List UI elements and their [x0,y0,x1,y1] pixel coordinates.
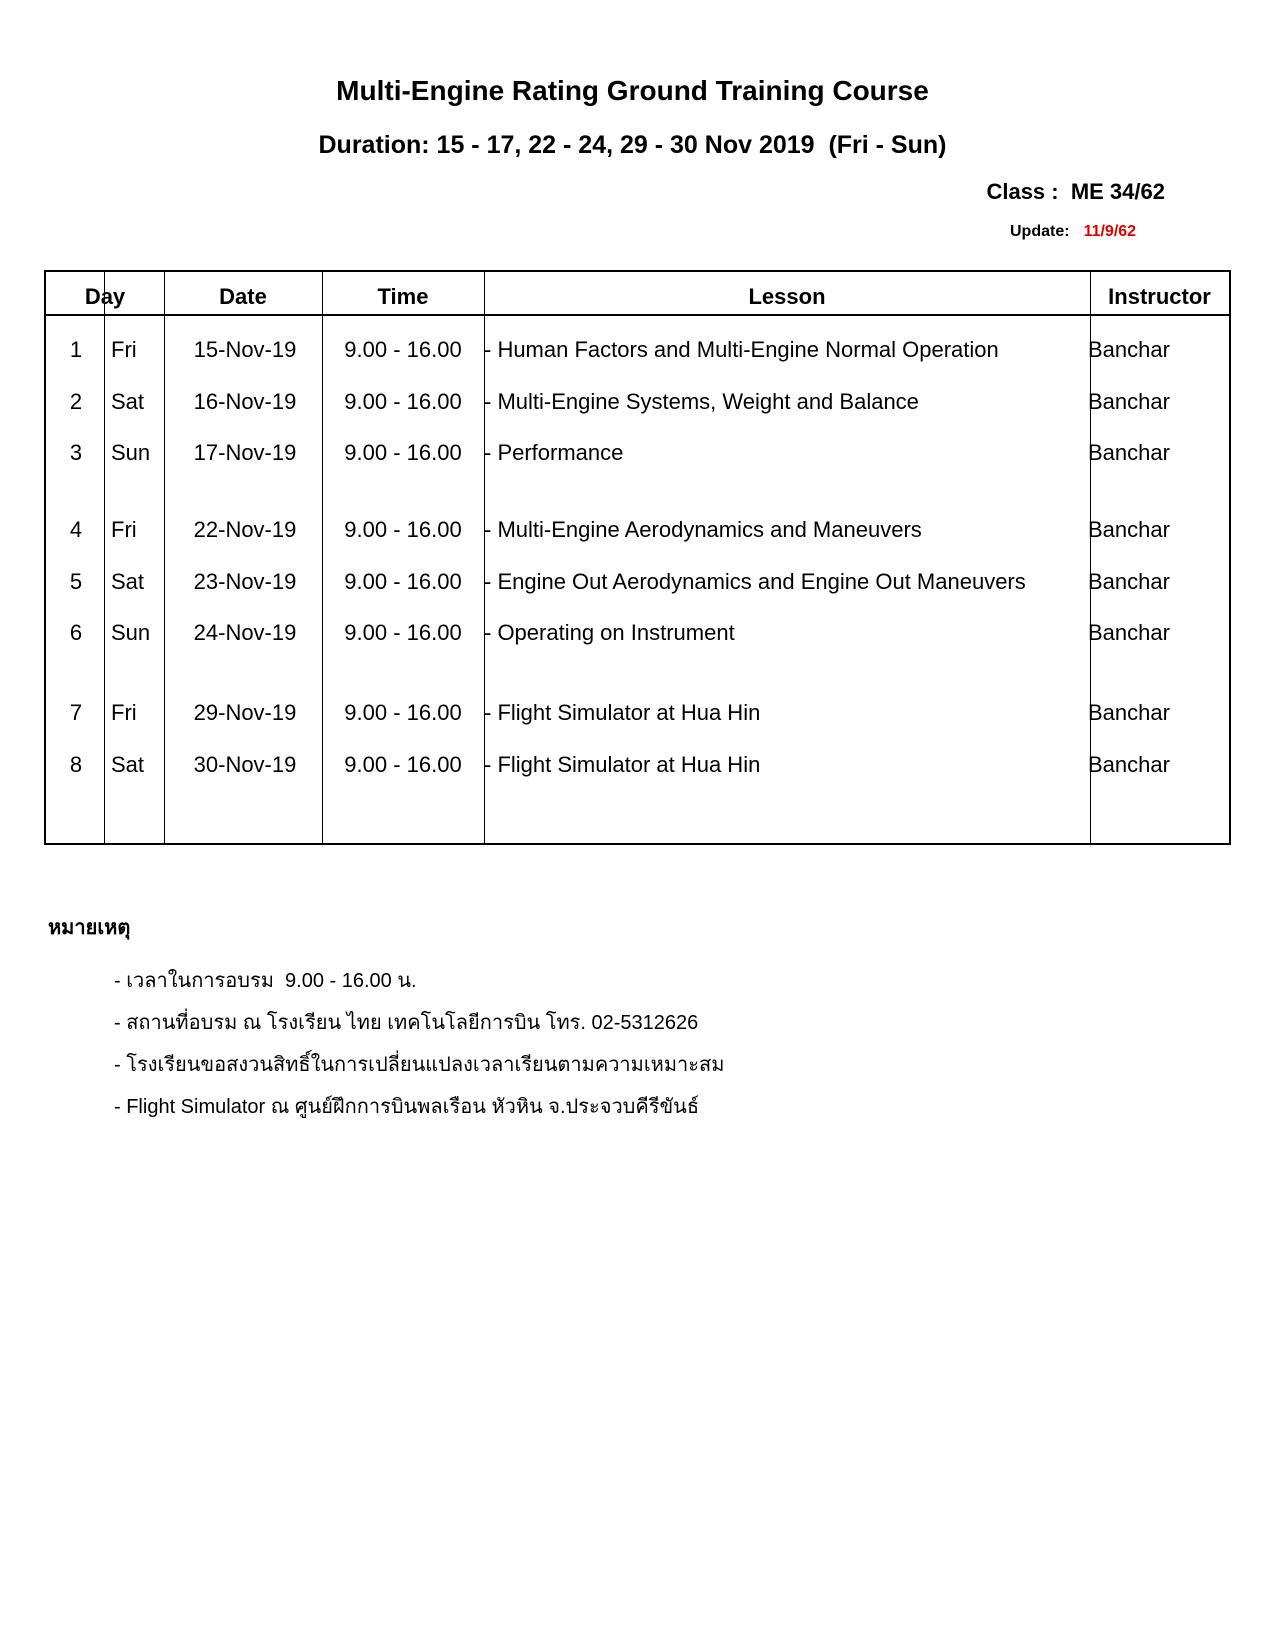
row-time: 9.00 - 16.00 [344,389,462,414]
header-instructor: Instructor [1108,284,1211,309]
row-lesson: - Multi-Engine Aerodynamics and Maneuvers [484,517,922,542]
update-line [1010,222,1136,242]
row-weekday: Sat [111,569,145,594]
row-day-number: 3 [69,440,83,465]
row-lesson: - Human Factors and Multi-Engine Normal Operation [484,337,999,362]
header-divider [46,314,1229,316]
row-date: 15-Nov-19 [193,337,297,362]
row-instructor: Banchar [1088,700,1170,725]
row-time: 9.00 - 16.00 [344,440,462,465]
column-divider [104,272,105,843]
row-lesson: - Multi-Engine Systems, Weight and Balance [484,389,919,414]
row-lesson: - Flight Simulator at Hua Hin [484,752,761,777]
document-title: Multi-Engine Rating Ground Training Course [336,75,929,106]
row-date: 16-Nov-19 [193,389,297,414]
note-item: - สถานที่อบรม ณ โรงเรียน ไทย เทคโนโลยีการบิน โทร. 02-5312626 [114,1012,699,1034]
row-day-number: 7 [69,700,83,725]
header-time: Time [377,284,429,309]
header-date: Date [219,284,267,309]
row-weekday: Sat [111,752,145,777]
row-day-number: 5 [69,569,83,594]
row-instructor: Banchar [1088,569,1170,594]
row-lesson: - Performance [484,440,624,465]
row-date: 30-Nov-19 [193,752,297,777]
row-instructor: Banchar [1088,337,1170,362]
row-time: 9.00 - 16.00 [344,569,462,594]
row-instructor: Banchar [1088,752,1170,777]
header-day: Day [84,284,126,309]
row-day-number: 6 [69,620,83,645]
notes-heading: หมายเหตุ [48,917,131,939]
update-label: Update: [1010,223,1070,240]
note-item: - เวลาในการอบรม 9.00 - 16.00 น. [114,970,417,992]
row-instructor: Banchar [1088,389,1170,414]
row-day-number: 1 [69,337,83,362]
row-date: 22-Nov-19 [193,517,297,542]
row-weekday: Sat [111,389,145,414]
row-weekday: Sun [111,440,151,465]
note-item: - โรงเรียนขอสงวนสิทธิ์ในการเปลี่ยนแปลงเวลาเรียนตามความเหมาะสม [114,1054,725,1076]
row-day-number: 2 [69,389,83,414]
class-code: Class : ME 34/62 [986,179,1165,204]
row-weekday: Fri [111,700,137,725]
row-date: 23-Nov-19 [193,569,297,594]
row-weekday: Sun [111,620,151,645]
row-time: 9.00 - 16.00 [344,700,462,725]
row-date: 29-Nov-19 [193,700,297,725]
note-item: - Flight Simulator ณ ศูนย์ฝึกการบินพลเรือน หัวหิน จ.ประจวบคีรีขันธ์ [114,1096,700,1118]
header-lesson: Lesson [748,284,826,309]
update-date: 11/9/62 [1083,223,1137,240]
row-weekday: Fri [111,517,137,542]
schedule-table [44,270,1231,845]
row-lesson: - Flight Simulator at Hua Hin [484,700,761,725]
row-time: 9.00 - 16.00 [344,517,462,542]
row-lesson: - Engine Out Aerodynamics and Engine Out Maneuvers [484,569,1026,594]
row-day-number: 4 [69,517,83,542]
row-instructor: Banchar [1088,440,1170,465]
row-date: 24-Nov-19 [193,620,297,645]
row-instructor: Banchar [1088,620,1170,645]
row-time: 9.00 - 16.00 [344,752,462,777]
row-day-number: 8 [69,752,83,777]
row-time: 9.00 - 16.00 [344,337,462,362]
row-instructor: Banchar [1088,517,1170,542]
row-weekday: Fri [111,337,137,362]
row-date: 17-Nov-19 [193,440,297,465]
row-lesson: - Operating on Instrument [484,620,735,645]
row-time: 9.00 - 16.00 [344,620,462,645]
course-duration: Duration: 15 - 17, 22 - 24, 29 - 30 Nov 2019 (Fri - Sun) [318,131,947,159]
